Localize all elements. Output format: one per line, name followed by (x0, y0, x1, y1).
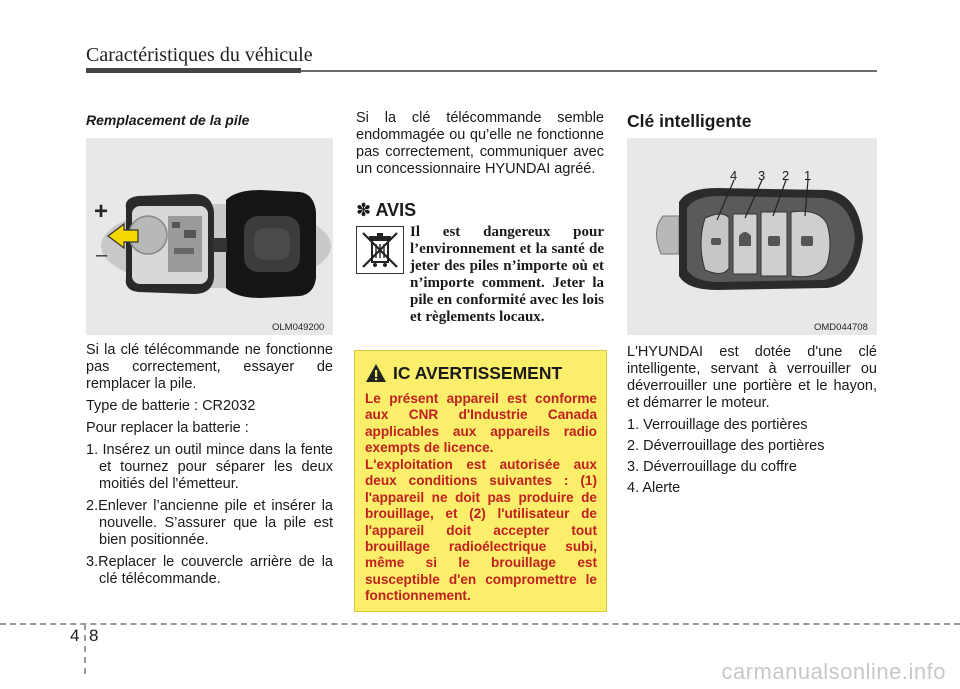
key-label-2: 2 (782, 168, 790, 183)
smart-key-image (627, 138, 877, 335)
footer-vertical-rule (84, 624, 86, 674)
avis-title: AVIS (375, 200, 417, 220)
middle-intro: Si la clé télécommande semble endommagée ou qu’elle ne fonctionne pas correctement, communiquer avec un concessionnaire HYUNDAI agréé. (356, 110, 604, 177)
replace-instructions-label: Pour replacer la batterie : (86, 420, 249, 436)
page-header-title: Caractéristiques du véhicule (86, 44, 313, 66)
smart-key-intro: L'HYUNDAI est dotée d'une clé intelligente, servant à verrouiller ou déverrouiller une portière et le hayon, et démarrer le moteur. (627, 344, 877, 411)
smart-key-item-2: 2. Déverrouillage des portières (627, 438, 825, 454)
minus-sign: – (96, 244, 108, 266)
left-body (86, 342, 333, 588)
smart-key-item-1: 1. Verrouillage des portières (627, 417, 808, 433)
avis-text: Il est dangereux pour l’environnement et la santé de jeter des piles n’importe où et n’importe comment. Jeter la pile en conformité avec les lois et règlements locaux. (410, 224, 604, 325)
step-3: 3.Replacer le couvercle arrière de la clé télécommande. (86, 554, 333, 587)
smart-key-item-3: 3. Déverrouillage du coffre (627, 459, 797, 475)
key-battery-illustration (86, 138, 333, 335)
ic-warning-box (354, 350, 607, 612)
key-label-3: 3 (758, 168, 766, 183)
battery-replacement-heading: Remplacement de la pile (86, 112, 250, 128)
footer-dashed-rule (0, 623, 960, 625)
warning-paragraph-2: L'exploitation est autorisée aux deux conditions suivantes : (1) l'appareil ne doit pas produire de brouillage, et (2) l'utilisateur de l'appareil doit accepter tout brouillage radioélectrique subi, même si le brouillage est susceptible d'en compromettre le fonctionnement. (365, 457, 597, 604)
warning-title: IC AVERTISSEMENT (393, 363, 563, 383)
key-label-4: 4 (730, 168, 738, 183)
key-label-1: 1 (804, 168, 812, 183)
image-caption-right: OMD044708 (814, 322, 868, 333)
right-body (627, 344, 877, 501)
battery-type: Type de batterie : CR2032 (86, 398, 256, 414)
watermark: carmanualsonline.info (721, 659, 946, 684)
no-trash-bin-icon (356, 226, 404, 274)
header-rule-accent (86, 68, 301, 73)
smart-key-item-4: 4. Alerte (627, 480, 681, 496)
intro-paragraph: Si la clé télécommande ne fonctionne pas correctement, essayer de remplacer la pile. (86, 342, 333, 392)
image-caption-left: OLM049200 (272, 322, 325, 333)
smart-key-illustration (627, 138, 877, 335)
key-battery-image (86, 138, 333, 335)
warning-paragraph-1: Le présent appareil est conforme aux CNR d'Industrie Canada applicables aux appareils radio exempts de licence. (365, 391, 597, 456)
page-number: 8 (89, 626, 99, 645)
avis-mark: ✽ (356, 200, 372, 220)
page-section-number: 4 (70, 626, 80, 645)
step-2: 2.Enlever l’ancienne pile et insérer la nouvelle. S’assurer que la pile est bien positionnée. (86, 498, 333, 548)
warning-triangle-icon (365, 363, 387, 383)
smart-key-heading: Clé intelligente (627, 111, 752, 131)
step-1: 1. Insérez un outil mince dans la fente et tournez pour séparer les deux moitiés del l'émetteur. (86, 442, 333, 492)
plus-sign: + (94, 198, 109, 225)
avis-heading (356, 200, 416, 221)
